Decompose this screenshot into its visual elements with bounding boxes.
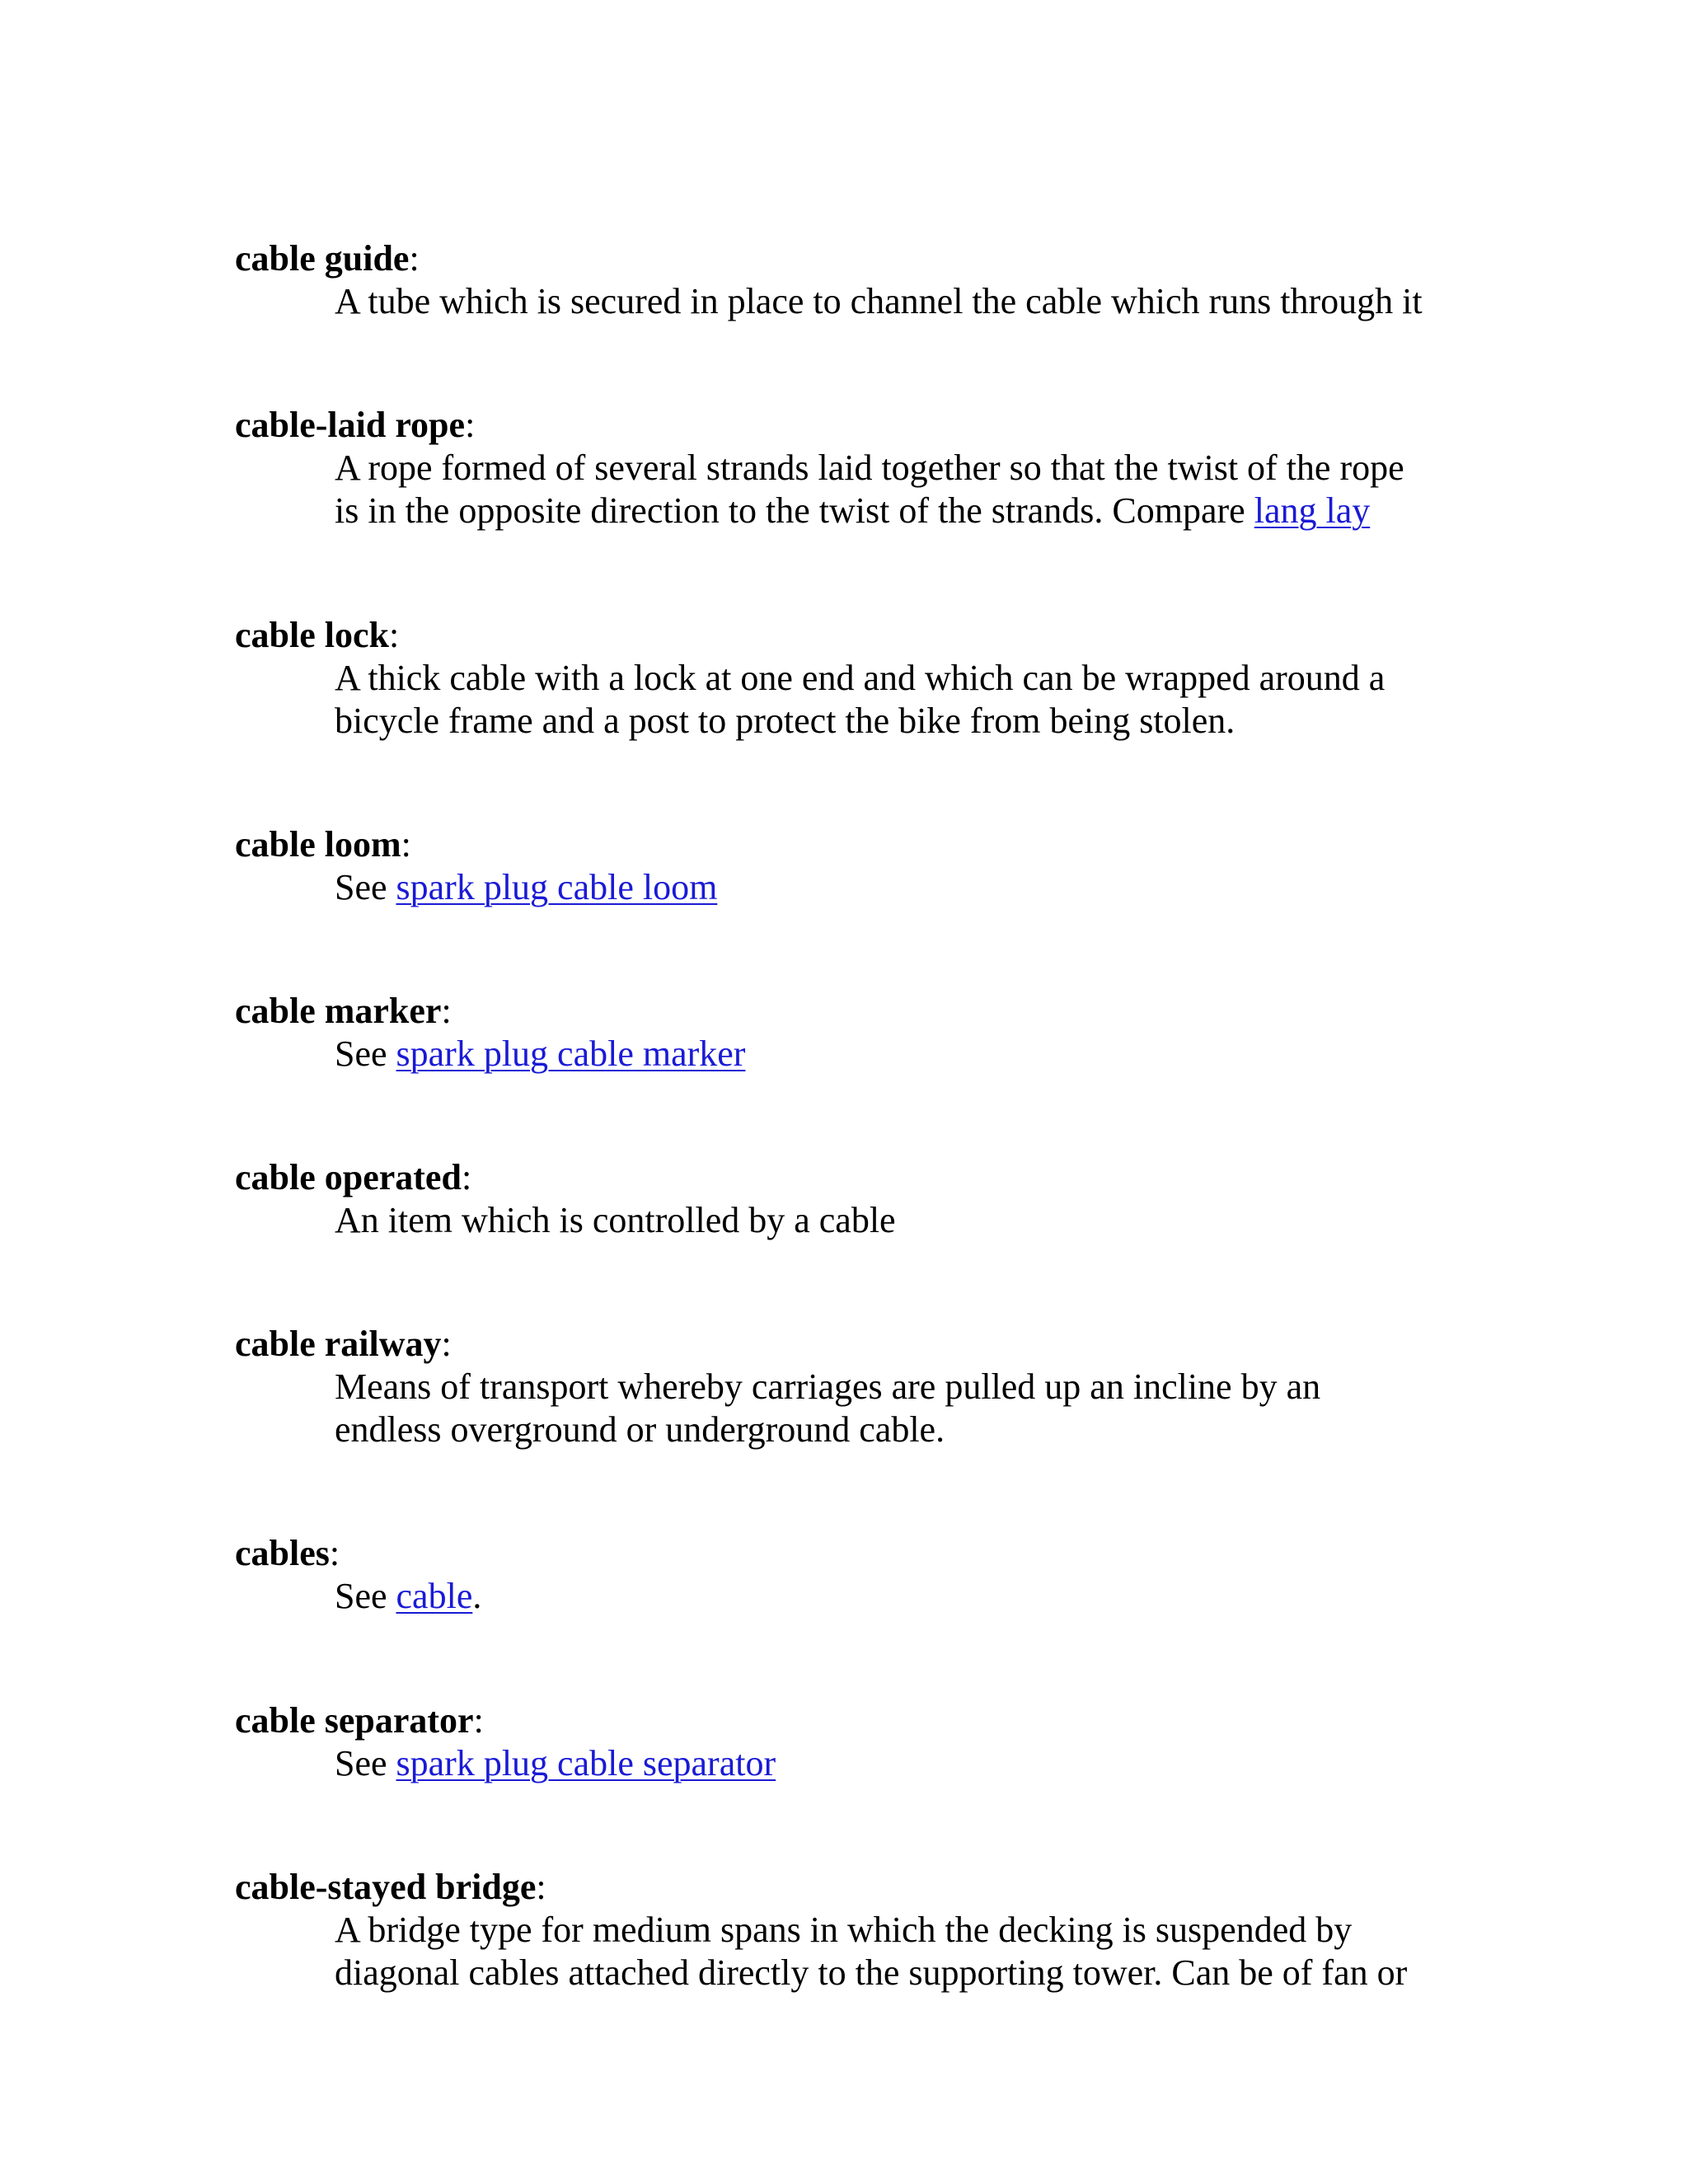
entry-term	[235, 1156, 1488, 1199]
cross-reference-link-cable[interactable]: cable	[396, 1576, 473, 1616]
entry-term	[235, 614, 1488, 657]
cross-reference-link-spark-plug-cable-loom[interactable]: spark plug cable loom	[396, 867, 718, 907]
entry-term	[235, 990, 1488, 1033]
term-text: cable operated	[235, 1157, 462, 1197]
entry-definition	[335, 866, 1488, 909]
definition-line	[335, 490, 1488, 532]
entry-definition	[335, 1909, 1488, 1994]
definition-line	[335, 700, 1488, 743]
definition-line	[335, 1575, 1488, 1618]
entry-term	[235, 1866, 1488, 1909]
term-text: cable lock	[235, 615, 389, 655]
entry-term	[235, 1532, 1488, 1575]
glossary-entry-cable-laid-rope	[235, 404, 1488, 532]
definition-text: Means of transport whereby carriages are pulled up an incline by an	[335, 1366, 1321, 1407]
definition-line	[335, 1033, 1488, 1076]
definition-text: A bridge type for medium spans in which the decking is suspended by	[335, 1910, 1353, 1950]
entry-term	[235, 1323, 1488, 1366]
term-colon: :	[401, 824, 411, 865]
glossary-entry-cable-railway	[235, 1323, 1488, 1451]
term-text: cable marker	[235, 991, 442, 1031]
glossary-entry-cables	[235, 1532, 1488, 1618]
glossary-entry-cable-operated	[235, 1156, 1488, 1242]
cross-reference-link-spark-plug-cable-separator[interactable]: spark plug cable separator	[396, 1743, 776, 1783]
definition-text: See	[335, 1033, 396, 1074]
definition-line	[335, 1952, 1488, 1994]
definition-text: See	[335, 867, 396, 907]
term-colon: :	[409, 238, 420, 279]
definition-line	[335, 657, 1488, 700]
definition-line	[335, 1408, 1488, 1451]
glossary-entry-cable-stayed-bridge	[235, 1866, 1488, 1994]
entry-definition	[335, 280, 1488, 323]
definition-line	[335, 1909, 1488, 1952]
definition-text: An item which is controlled by a cable	[335, 1200, 896, 1240]
entry-definition	[335, 1742, 1488, 1785]
entry-definition	[335, 1199, 1488, 1242]
term-text: cable loom	[235, 824, 401, 865]
term-text: cable-stayed bridge	[235, 1867, 537, 1907]
term-colon: :	[465, 405, 476, 445]
cross-reference-link-lang-lay[interactable]: lang lay	[1254, 490, 1371, 531]
definition-line	[335, 866, 1488, 909]
entry-term	[235, 1699, 1488, 1742]
term-colon: :	[441, 991, 452, 1031]
definition-line	[335, 447, 1488, 490]
entry-definition	[335, 1033, 1488, 1076]
glossary-entry-cable-guide	[235, 237, 1488, 323]
definition-text: diagonal cables attached directly to the supporting tower. Can be of fan or	[335, 1952, 1408, 1993]
term-text: cable railway	[235, 1324, 442, 1364]
entry-term	[235, 404, 1488, 447]
entry-definition	[335, 657, 1488, 743]
term-colon: :	[536, 1867, 546, 1907]
glossary-entry-cable-loom	[235, 823, 1488, 909]
definition-text: is in the opposite direction to the twist of the strands. Compare	[335, 490, 1254, 531]
definition-text: bicycle frame and a post to protect the bike from being stolen.	[335, 701, 1236, 741]
definition-text: See	[335, 1576, 396, 1616]
definition-text: A thick cable with a lock at one end and which can be wrapped around a	[335, 658, 1386, 698]
entry-definition	[335, 447, 1488, 532]
definition-line	[335, 1742, 1488, 1785]
definition-trailing-text: .	[472, 1576, 482, 1616]
term-colon: :	[461, 1157, 472, 1197]
glossary-entry-cable-lock	[235, 614, 1488, 743]
definition-line	[335, 1199, 1488, 1242]
definition-text: See	[335, 1743, 396, 1783]
entry-term	[235, 237, 1488, 280]
definition-line	[335, 1366, 1488, 1408]
term-text: cable-laid rope	[235, 405, 466, 445]
definition-text: A tube which is secured in place to channel the cable which runs through it	[335, 281, 1423, 321]
term-colon: :	[441, 1324, 452, 1364]
term-text: cable separator	[235, 1700, 474, 1741]
definition-text: A rope formed of several strands laid together so that the twist of the rope	[335, 448, 1404, 488]
glossary-entry-cable-marker	[235, 990, 1488, 1076]
term-text: cable guide	[235, 238, 410, 279]
glossary-entry-cable-separator	[235, 1699, 1488, 1785]
definition-text: endless overground or underground cable.	[335, 1409, 945, 1450]
entry-definition	[335, 1366, 1488, 1451]
term-colon: :	[388, 615, 400, 655]
definition-line	[335, 280, 1488, 323]
term-colon: :	[473, 1700, 484, 1741]
term-text: cables	[235, 1533, 330, 1573]
entry-definition	[335, 1575, 1488, 1618]
term-colon: :	[329, 1533, 340, 1573]
entry-term	[235, 823, 1488, 866]
cross-reference-link-spark-plug-cable-marker[interactable]: spark plug cable marker	[396, 1033, 746, 1074]
